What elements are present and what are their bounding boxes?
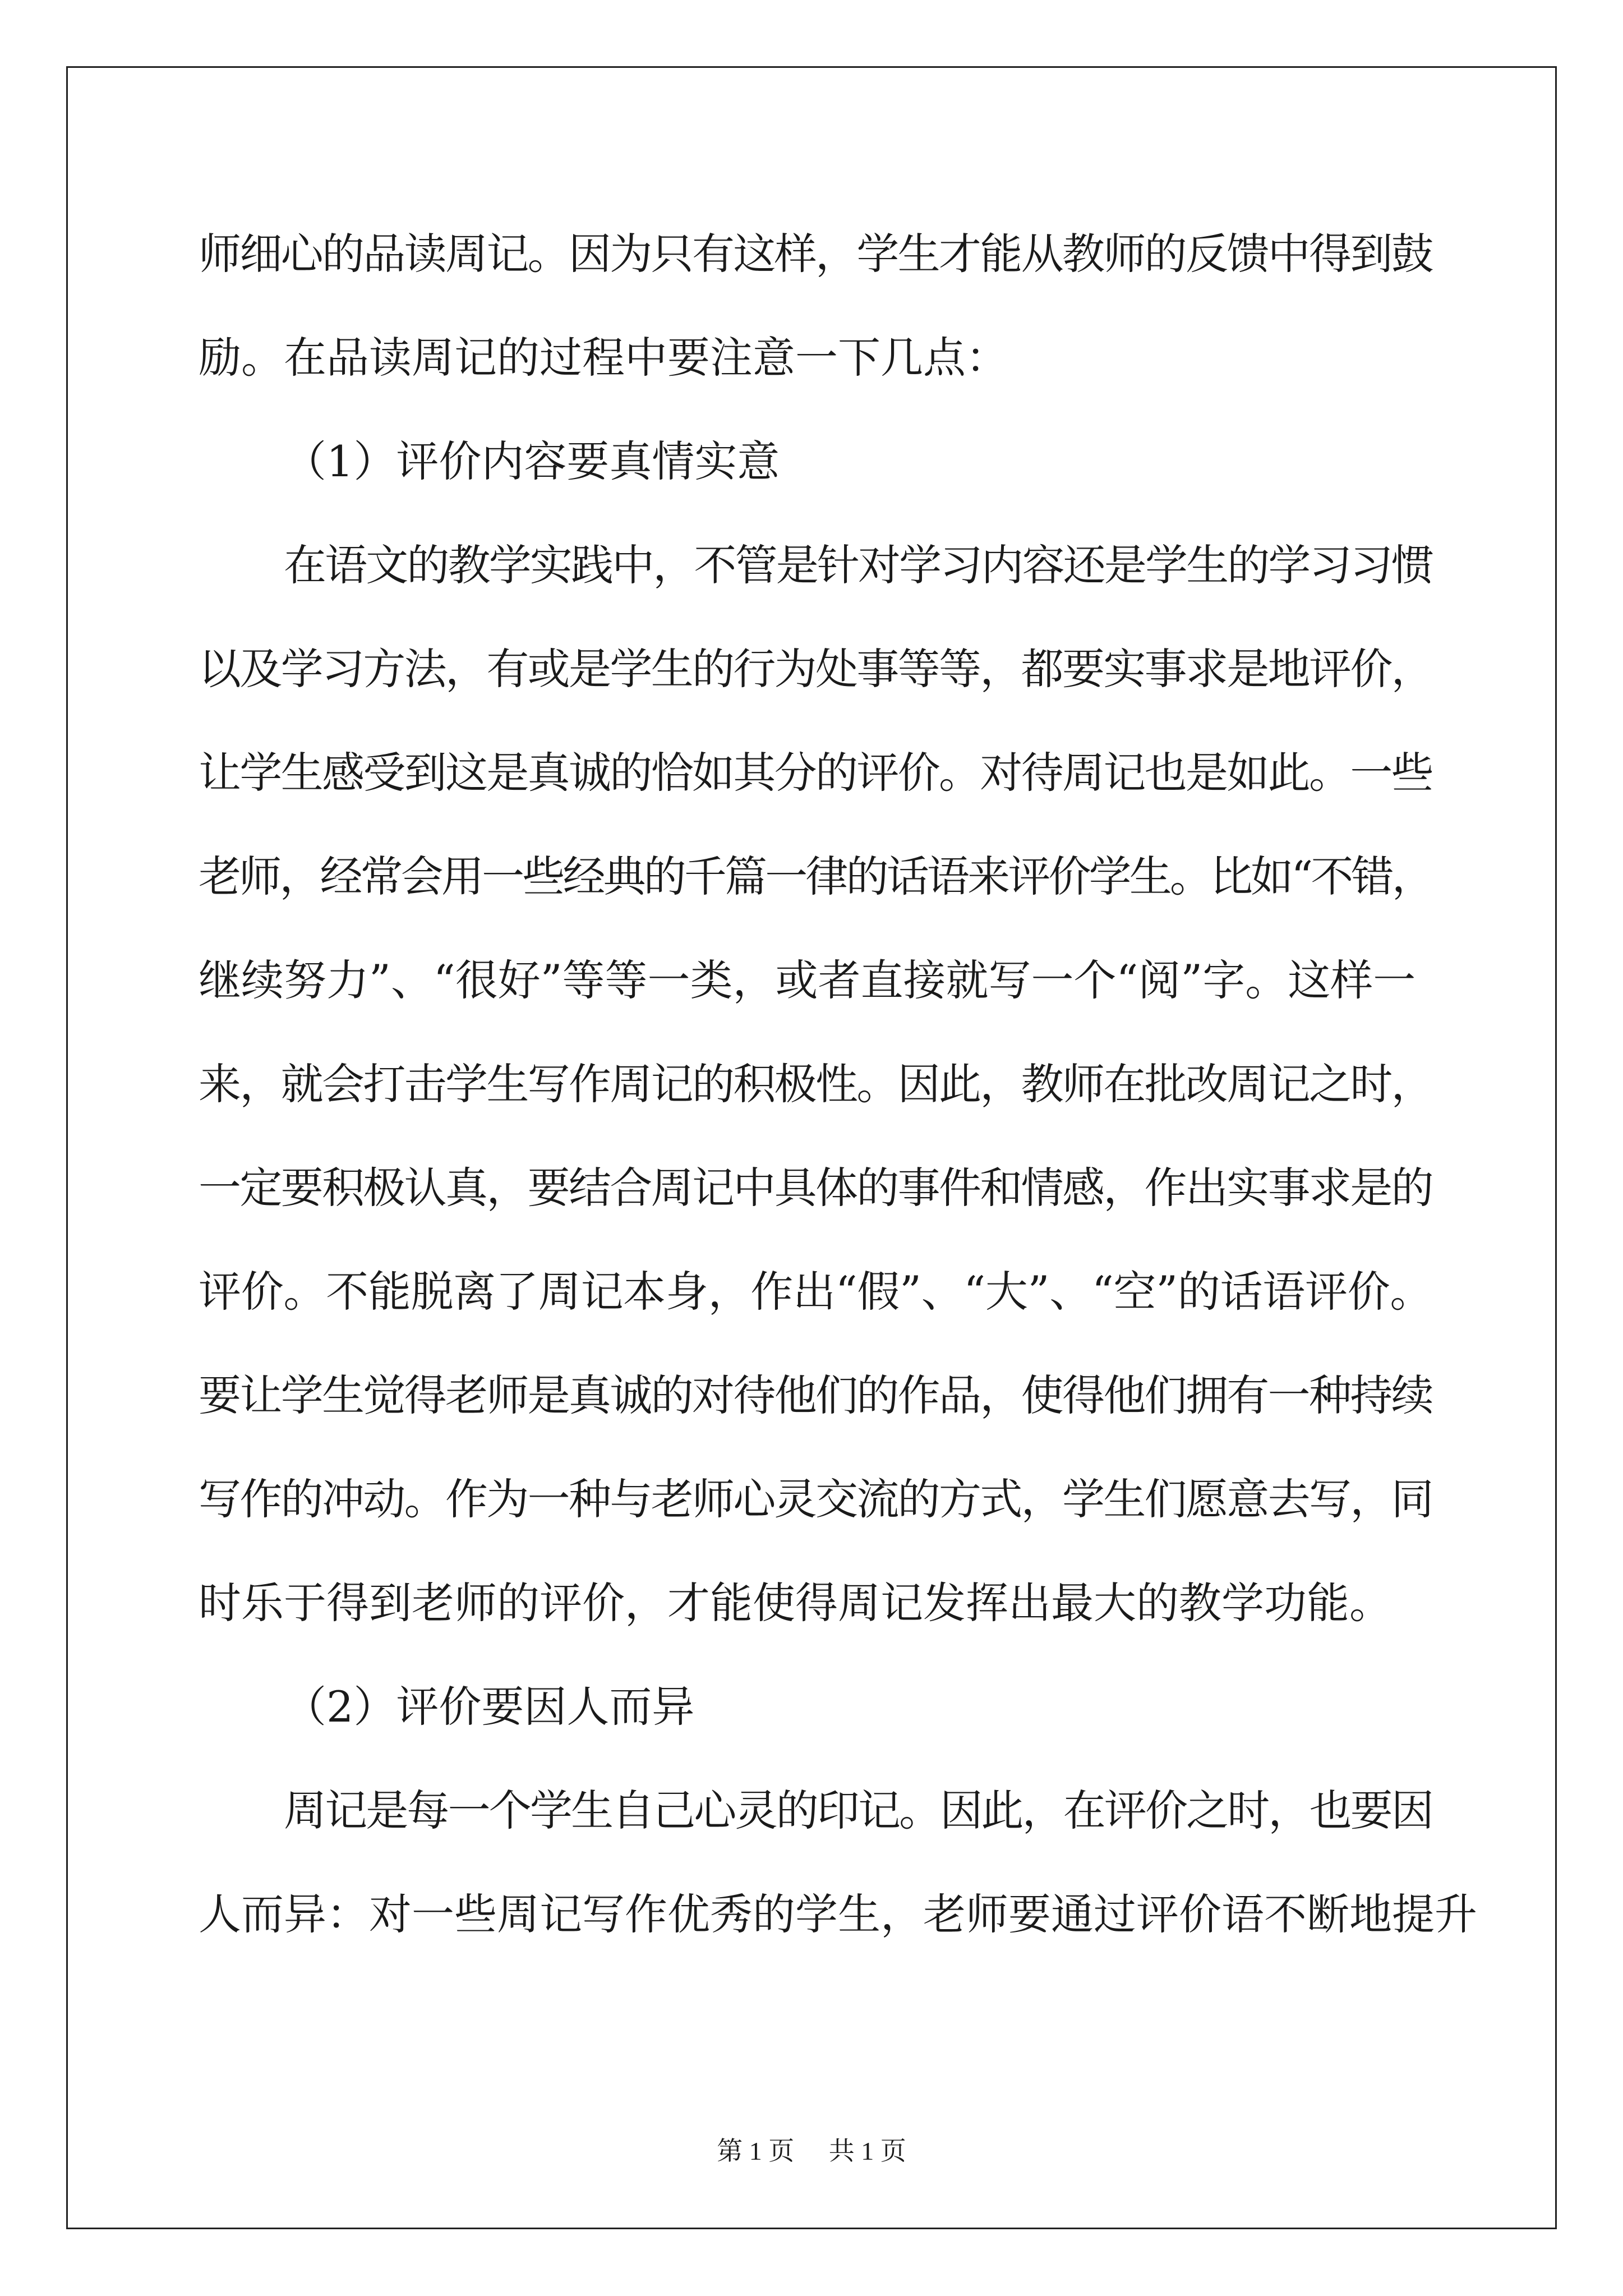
text-line: 评价。不能脱离了周记本身，作出“假”、“大”、“空”的话语评价。: [199, 1267, 1433, 1317]
text-line: 继续努力”、“很好”等等一类，或者直接就写一个“阅”字。这样一: [199, 955, 1416, 1005]
text-line: 老师，经常会用一些经典的千篇一律的话语来评价学生。比如“不错，: [199, 852, 1432, 901]
text-line: 写作的冲动。作为一种与老师心灵交流的方式，学生们愿意去写，同: [199, 1474, 1432, 1524]
text-line: 师细心的品读周记。因为只有这样，学生才能从教师的反馈中得到鼓: [199, 229, 1432, 279]
section-heading: （2）评价要因人而异: [284, 1682, 695, 1732]
page-number: 第 1 页: [717, 2137, 795, 2165]
text-line: 励。在品读周记的过程中要注意一下几点：: [199, 333, 1008, 383]
text-line: 让学生感受到这是真诚的恰如其分的评价。对待周记也是如此。一些: [199, 748, 1432, 798]
document-body: [199, 202, 1477, 1966]
text-line: 一定要积极认真，要结合周记中具体的事件和情感，作出实事求是的: [199, 1163, 1432, 1213]
text-line: 来，就会打击学生写作周记的积极性。因此，教师在批改周记之时，: [199, 1059, 1432, 1109]
text-line: 周记是每一个学生自己心灵的印记。因此，在评价之时，也要因: [284, 1786, 1432, 1835]
text-line: 人而异：对一些周记写作优秀的学生，老师要通过评价语不断地提升: [199, 1889, 1477, 1939]
text-line: 以及学习方法，有或是学生的行为处事等等，都要实事求是地评价，: [199, 644, 1432, 694]
text-line: 时乐于得到老师的评价，才能使得周记发挥出最大的教学功能。: [199, 1578, 1392, 1628]
text-line: 在语文的教学实践中，不管是针对学习内容还是学生的学习习惯: [284, 540, 1432, 590]
section-heading: （1）评价内容要真情实意: [284, 436, 780, 486]
page-footer: [0, 2131, 1623, 2168]
page-total: 共 1 页: [828, 2137, 906, 2165]
text-line: 要让学生觉得老师是真诚的对待他们的作品，使得他们拥有一种持续: [199, 1370, 1432, 1420]
